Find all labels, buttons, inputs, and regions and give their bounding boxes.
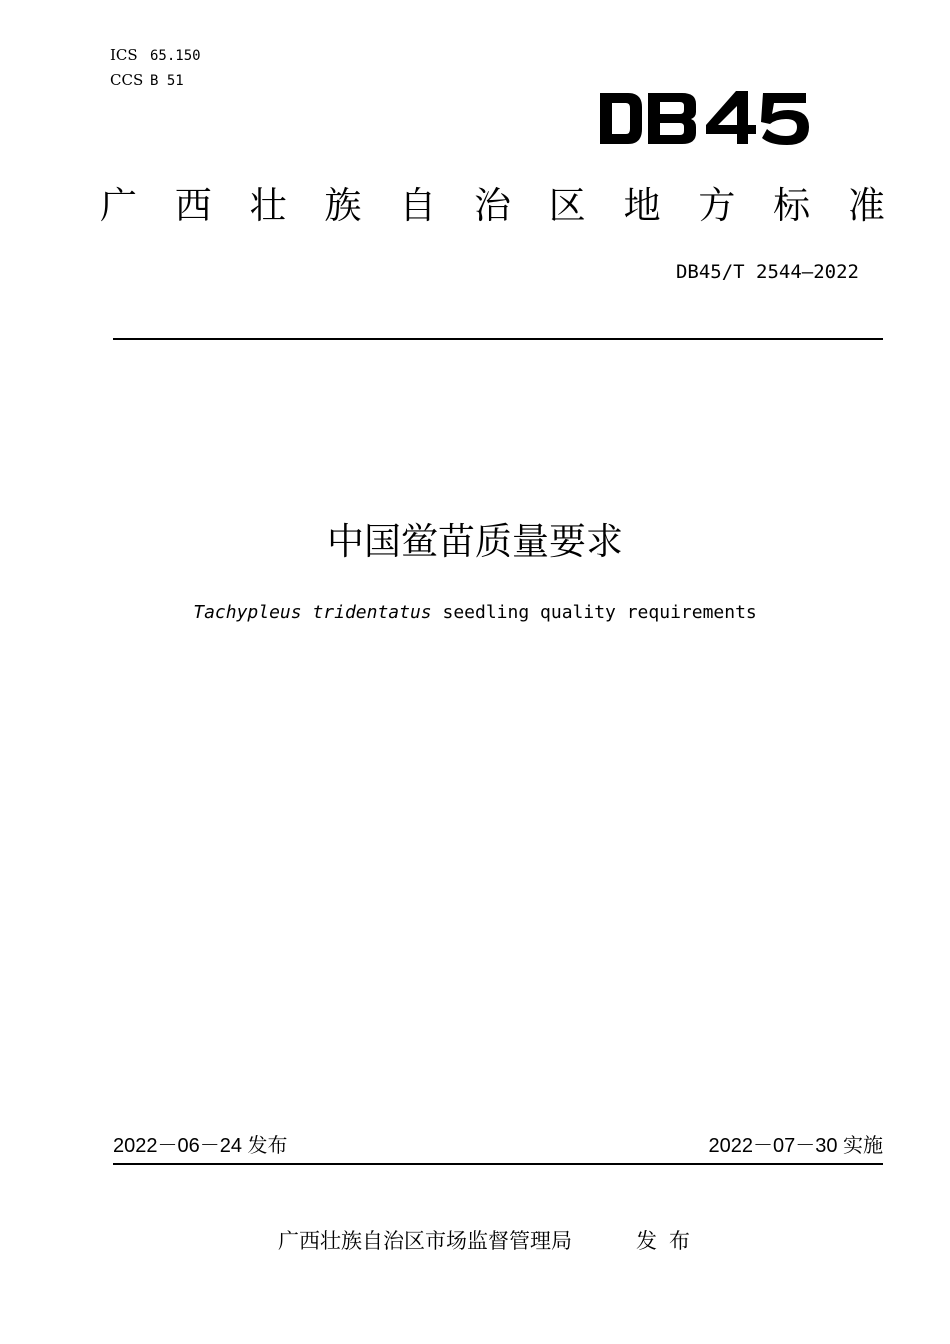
- ccs-value: B 51: [150, 73, 184, 89]
- title-char: 族: [324, 184, 362, 227]
- ics-label: ICS: [110, 46, 138, 64]
- ics-value: 65.150: [150, 48, 201, 64]
- species-name: Tachypleus tridentatus: [193, 602, 432, 623]
- publisher-name: 广西壮族自治区市场监督管理局: [278, 1229, 572, 1253]
- bottom-divider: [113, 1163, 883, 1165]
- title-char: 壮: [249, 184, 287, 227]
- document-title: 中国鲎苗质量要求: [327, 520, 623, 563]
- db45-logo: [598, 84, 813, 150]
- english-title-rest: seedling quality requirements: [431, 602, 757, 623]
- top-divider: [113, 338, 883, 340]
- implementation-date: 2022－07－30 实施: [708, 1135, 883, 1157]
- title-char: 广: [100, 184, 137, 227]
- issue-date: 2022－06－24 发布: [113, 1135, 288, 1157]
- standard-type-title: [100, 182, 885, 230]
- title-char: 标: [773, 184, 811, 227]
- title-char: 西: [174, 184, 212, 227]
- title-char: 地: [623, 184, 661, 227]
- title-char: 方: [698, 184, 736, 227]
- document-english-title: [0, 600, 950, 626]
- title-char: 治: [473, 184, 511, 227]
- title-char: 区: [548, 184, 586, 227]
- title-char: 准: [847, 184, 885, 227]
- ccs-label: CCS: [110, 71, 144, 89]
- ics-code: [110, 46, 201, 65]
- publish-label: 发布: [636, 1229, 702, 1253]
- title-char: 自: [399, 184, 437, 227]
- ccs-code: [110, 71, 184, 90]
- standard-number: DB45/T 2544—2022: [675, 261, 859, 283]
